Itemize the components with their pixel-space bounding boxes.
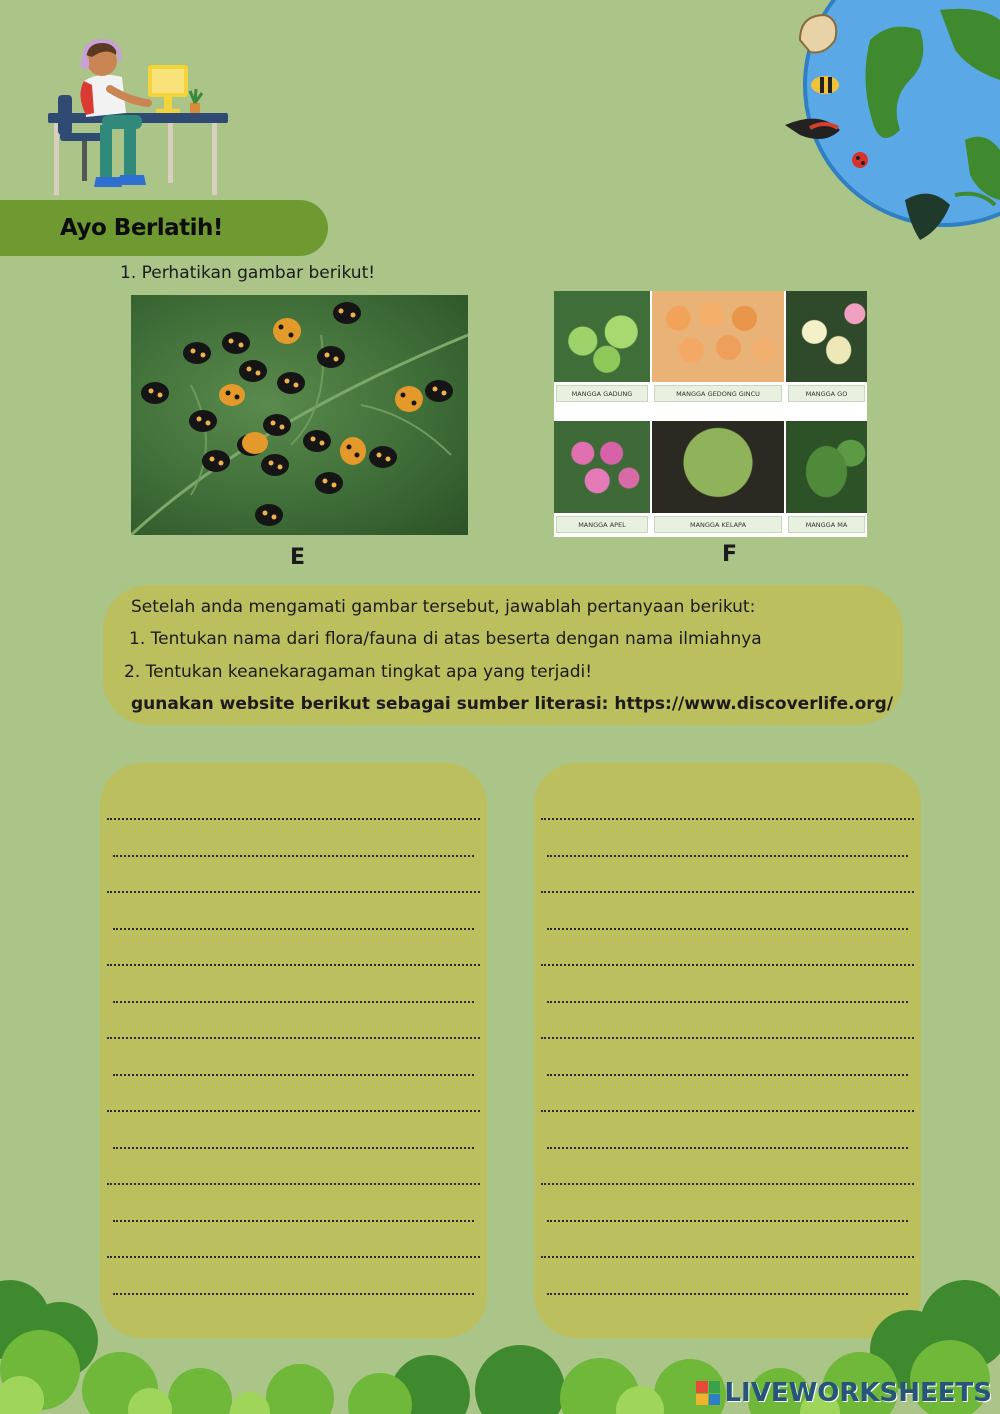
banner-title: Ayo Berlatih! — [60, 215, 223, 241]
answer-line[interactable] — [113, 855, 474, 857]
answer-line[interactable] — [547, 1074, 908, 1076]
mango-cell — [786, 291, 867, 404]
answer-line[interactable] — [541, 1256, 914, 1258]
mango-tag: MANGGA GADUNG — [556, 385, 648, 402]
answer-box-right[interactable] — [534, 763, 921, 1338]
answer-line[interactable] — [113, 1074, 474, 1076]
answer-line[interactable] — [107, 818, 480, 820]
literacy-source-note: gunakan website berikut sebagai sumber literasi: https://www.discoverlife.org/ — [131, 694, 894, 714]
answer-line[interactable] — [107, 891, 480, 893]
ladybug-group — [141, 302, 453, 526]
mango-cell — [554, 421, 650, 535]
answer-line[interactable] — [547, 1147, 908, 1149]
liveworksheets-logo[interactable] — [696, 1378, 992, 1408]
liveworksheets-mark-icon — [696, 1381, 720, 1405]
question-item-2: 2. Tentukan keanekaragaman tingkat apa yang terjadi! — [124, 662, 593, 682]
answer-line[interactable] — [541, 1037, 914, 1039]
answer-line[interactable] — [541, 1110, 914, 1112]
answer-line[interactable] — [541, 818, 914, 820]
mango-cell — [786, 421, 867, 535]
mango-tag: MANGGA APEL — [556, 516, 648, 533]
mango-tag: MANGGA GO — [788, 385, 865, 402]
instruction-text: 1. Perhatikan gambar berikut! — [120, 263, 376, 283]
answer-line[interactable] — [107, 1256, 480, 1258]
answer-line[interactable] — [541, 891, 914, 893]
mango-tag: MANGGA GEDONG GINCU — [654, 385, 782, 402]
mango-picture — [652, 421, 784, 513]
answer-line[interactable] — [547, 928, 908, 930]
question-intro: Setelah anda mengamati gambar tersebut, jawablah pertanyaan berikut: — [131, 597, 756, 617]
mango-tag: MANGGA MA — [788, 516, 865, 533]
mango-varieties-photo — [554, 291, 867, 537]
student-at-computer-illustration — [40, 25, 240, 200]
image-label-e: E — [290, 545, 306, 570]
answer-line[interactable] — [113, 928, 474, 930]
answer-line[interactable] — [113, 1220, 474, 1222]
mango-picture — [786, 421, 867, 513]
answer-line[interactable] — [547, 1220, 908, 1222]
answer-box-left[interactable] — [100, 763, 487, 1338]
answer-line[interactable] — [547, 855, 908, 857]
image-label-f: F — [722, 542, 738, 567]
mango-picture — [652, 291, 784, 382]
mango-picture — [786, 291, 867, 382]
mango-cell — [652, 421, 784, 535]
mango-tag: MANGGA KELAPA — [654, 516, 782, 533]
section-banner — [0, 200, 328, 256]
answer-line[interactable] — [541, 1183, 914, 1185]
mango-picture — [554, 291, 650, 382]
answer-line[interactable] — [107, 1110, 480, 1112]
answer-line[interactable] — [547, 1001, 908, 1003]
liveworksheets-brand-text: LIVEWORKSHEETS — [724, 1378, 992, 1408]
answer-line[interactable] — [113, 1147, 474, 1149]
mango-cell — [652, 291, 784, 404]
ladybugs-photo — [131, 295, 468, 535]
question-box — [103, 585, 903, 725]
answer-line[interactable] — [107, 1183, 480, 1185]
question-item-1: 1. Tentukan nama dari flora/fauna di atas beserta dengan nama ilmiahnya — [129, 629, 762, 649]
globe-with-animals-illustration — [780, 0, 1000, 250]
answer-line[interactable] — [541, 964, 914, 966]
mango-cell — [554, 291, 650, 404]
mango-picture — [554, 421, 650, 513]
answer-line[interactable] — [107, 964, 480, 966]
answer-line[interactable] — [113, 1001, 474, 1003]
answer-line[interactable] — [107, 1037, 480, 1039]
